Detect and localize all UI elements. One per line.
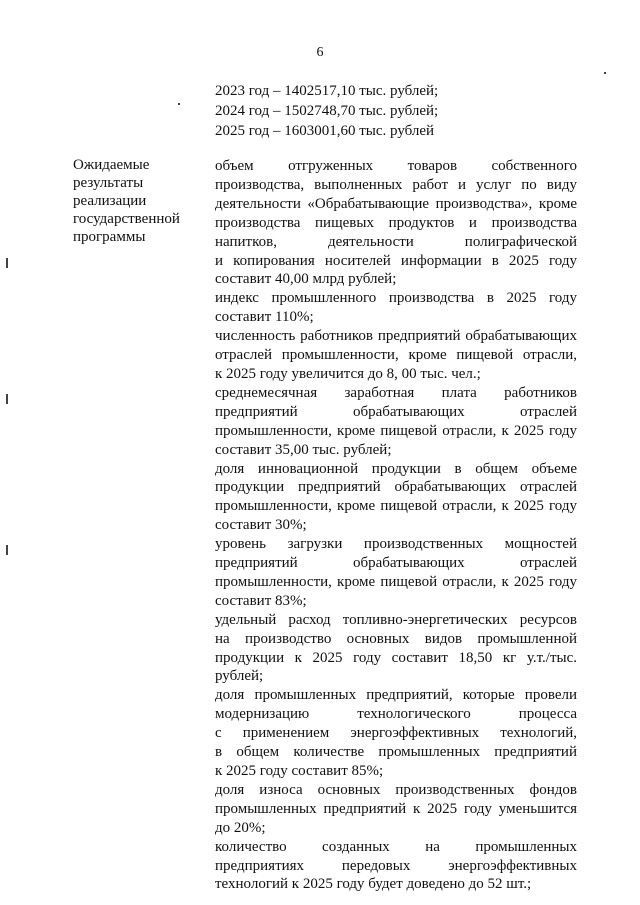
result-line: деятельности «Обрабатывающие производства», кроме [215,195,577,212]
result-line: и копирования носителей информации в 2025 году [215,252,577,269]
section-label-line: государственной [73,211,180,227]
section-label-line: Ожидаемые [73,157,150,173]
result-line: на производство основных видов промышленной [215,630,577,647]
result-line: индекс промышленного производства в 2025 году [215,290,577,307]
result-line: производства пищевых продуктов и производства [215,214,577,231]
result-line: составит 35,00 тыс. рублей; [215,441,392,458]
result-line: напитков, деятельности полиграфической [215,233,577,250]
section-label-line: результаты [73,175,144,191]
result-line: доля инновационной продукции в общем объеме [215,460,577,477]
funding-line-2025: 2025 год – 1603001,60 тыс. рублей [215,123,435,139]
result-line: среднемесячная заработная плата работников [215,384,577,401]
funding-line-2024: 2024 год – 1502748,70 тыс. рублей; [215,103,439,119]
result-line: уровень загрузки производственных мощностей [215,536,577,553]
result-line: удельный расход топливно-энергетических ресурсов [215,611,577,628]
funding-line-2023: 2023 год – 1402517,10 тыс. рублей; [215,83,439,99]
scan-mark [178,103,180,105]
scan-mark [604,72,606,74]
page-number: 6 [316,45,324,60]
section-label-line: программы [73,229,146,245]
result-line: промышленности, кроме пищевой отрасли, к 2025 году [215,422,577,439]
result-line: к 2025 году составит 85%; [215,763,384,779]
result-line: предприятий обрабатывающих отраслей [215,403,577,420]
result-line: численность работников предприятий обрабатывающих [215,328,577,345]
result-line: продукции предприятий обрабатывающих отраслей [215,479,577,496]
result-line: количество созданных на промышленных [215,838,577,855]
result-line: промышленности, кроме пищевой отрасли, к 2025 году [215,498,577,515]
funding-block [215,81,438,141]
result-line: производства, выполненных работ и услуг по виду [215,176,577,193]
result-line: с применением энергоэффективных технологий, [215,725,577,742]
section-label [73,156,213,246]
result-line: объем отгруженных товаров собственного [215,158,577,174]
result-line: продукции к 2025 году составит 18,50 кг у.т./тыс. [215,649,577,666]
result-line: отраслей промышленности, кроме пищевой отрасли, [215,347,577,364]
result-line: предприятий обрабатывающих отраслей [215,555,577,572]
result-line: составит 40,00 млрд рублей; [215,271,397,288]
result-line: в общем количестве промышленных предприятий [215,744,577,761]
result-line: промышленности, кроме пищевой отрасли, к 2025 году [215,573,577,590]
result-line: до 20%; [215,819,266,836]
scan-mark [6,258,8,268]
expected-results-text [215,157,577,894]
result-line: к 2025 году увеличится до 8, 00 тыс. чел.; [215,365,481,382]
scan-mark [6,545,8,555]
result-line: модернизацию технологического процесса [215,706,577,723]
result-line: рублей; [215,668,264,685]
result-line: технологий к 2025 году будет доведено до 52 шт.; [215,876,532,893]
result-line: доля износа основных производственных фондов [215,781,577,798]
result-line: составит 83%; [215,592,307,609]
result-line: составит 110%; [215,309,314,326]
result-line: предприятиях передовых энергоэффективных [215,857,577,874]
result-line: составит 30%; [215,517,307,534]
section-label-line: реализации [73,193,147,209]
scan-mark [6,394,8,404]
result-line: промышленных предприятий к 2025 году уменьшится [215,800,577,817]
result-line: доля промышленных предприятий, которые провели [215,687,577,704]
